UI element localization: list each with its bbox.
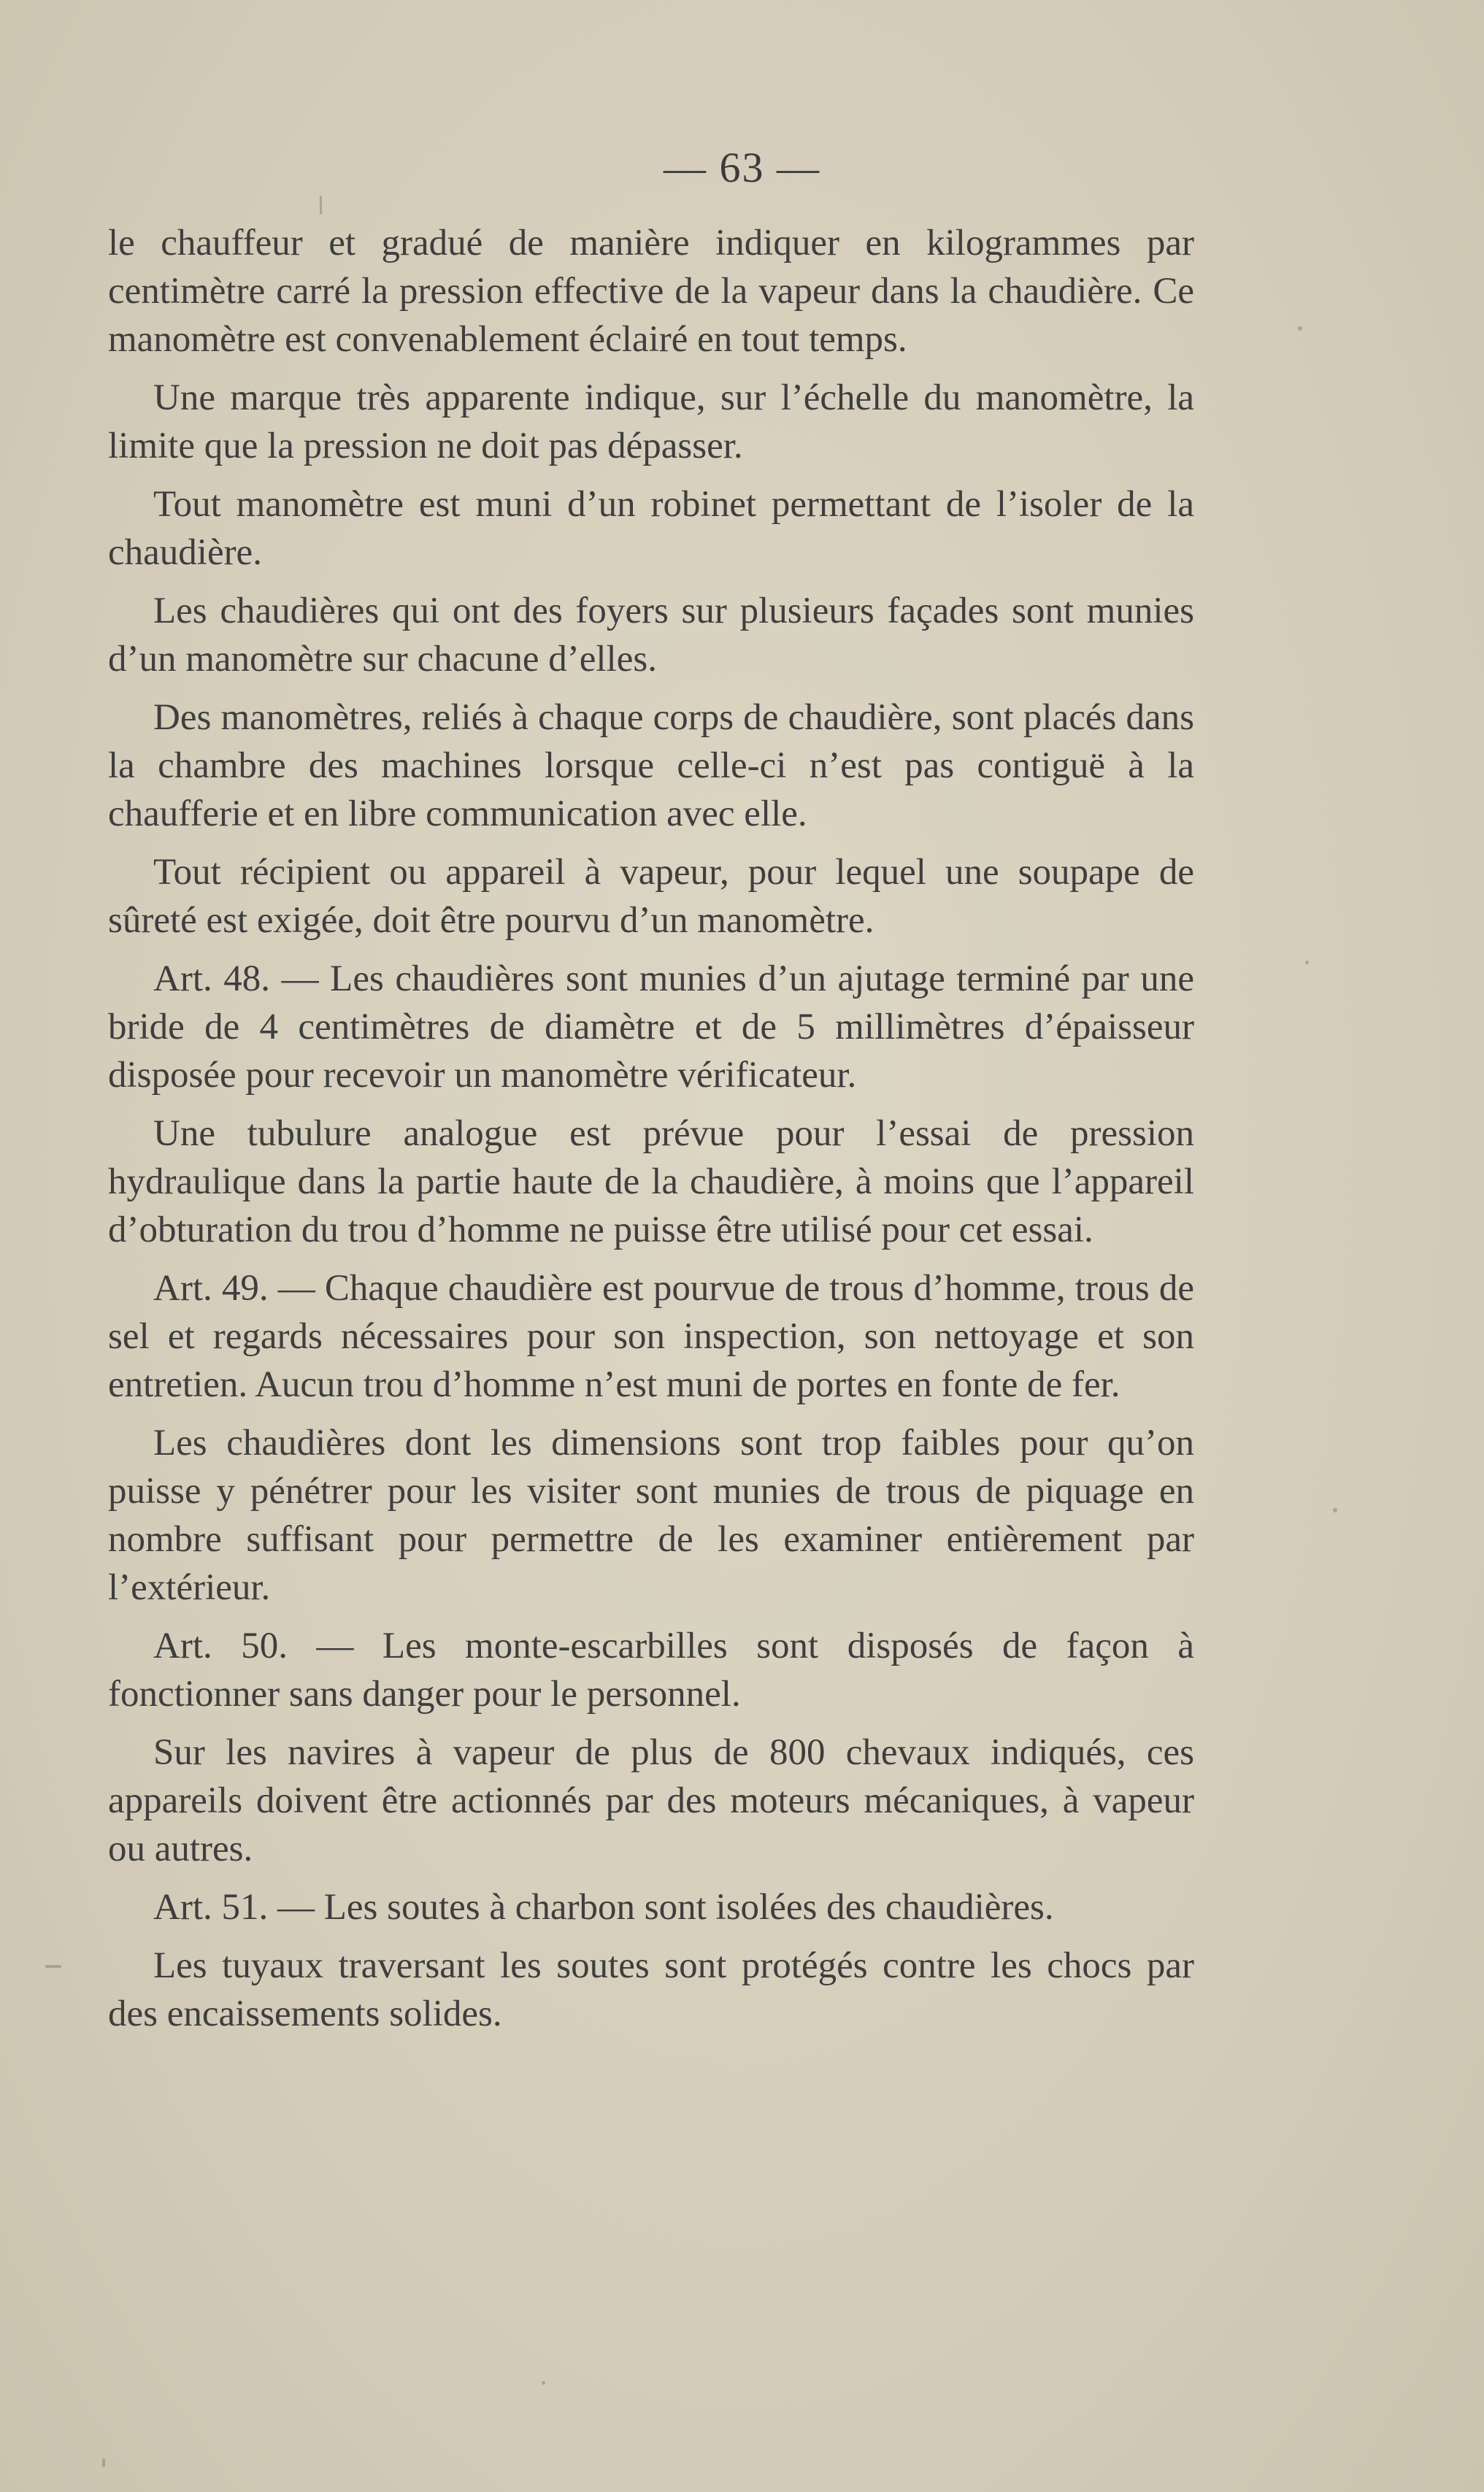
article-48-paragraph: Art. 48. — Les chaudières sont munies d’un ajutage terminé par une bride de 4 centimètres de diamètre et de 5 millimètres d’épaisseur disposée pour recevoir un manomètre vérificateur. bbox=[108, 958, 1194, 1096]
paragraph: Tout récipient ou appareil à vapeur, pour lequel une soupape de sûreté est exigée, doit être pourvu d’un manomètre. bbox=[108, 852, 1194, 941]
paper-speck bbox=[1305, 961, 1309, 964]
paragraph: Tout manomètre est muni d’un robinet permettant de l’isoler de la chaudière. bbox=[108, 484, 1194, 573]
article-51-paragraph: Art. 51. — Les soutes à charbon sont isolées des chaudières. bbox=[153, 1887, 1054, 1928]
paragraph: Sur les navires à vapeur de plus de 800 chevaux indiqués, ces appareils doivent être actionnés par des moteurs mécaniques, à vapeur ou autres. bbox=[108, 1732, 1194, 1869]
paragraph: Les chaudières qui ont des foyers sur plusieurs façades sont munies d’un manomètre sur chacune d’elles. bbox=[108, 591, 1194, 680]
paper-speck bbox=[542, 2381, 545, 2385]
paragraph: Une tubulure analogue est prévue pour l’essai de pression hydraulique dans la partie haute de la chaudière, à moins que l’appareil d’obturation du trou d’homme ne puisse être utilisé pour cet essai. bbox=[108, 1113, 1194, 1250]
paragraph: le chauffeur et gradué de manière indiquer en kilogrammes par centimètre carré la pression effective de la vapeur dans la chaudière. Ce manomètre est convenablement éclairé en tout temps. bbox=[108, 223, 1194, 360]
paper-speck bbox=[1333, 1508, 1337, 1512]
paper-speck bbox=[102, 2458, 105, 2467]
paragraph: Les tuyaux traversant les soutes sont protégés contre les chocs par des encaissements solides. bbox=[108, 1945, 1194, 2034]
paper-speck bbox=[45, 1965, 61, 1968]
paper-speck bbox=[1298, 326, 1302, 331]
paragraph: Des manomètres, reliés à chaque corps de chaudière, sont placés dans la chambre des machines lorsque celle-ci n’est pas contiguë à la chaufferie et en libre communication avec elle. bbox=[108, 697, 1194, 834]
paragraph: Une marque très apparente indique, sur l’échelle du manomètre, la limite que la pression ne doit pas dépasser. bbox=[108, 377, 1194, 466]
paragraph: Les chaudières dont les dimensions sont trop faibles pour qu’on puisse y pénétrer pour les visiter sont munies de trous de piquage en nombre suffisant pour permettre de les examiner entièrement par l’extérieur. bbox=[108, 1423, 1194, 1608]
article-50-paragraph: Art. 50. — Les monte-escarbilles sont disposés de façon à fonctionner sans danger pour le personnel. bbox=[108, 1626, 1194, 1715]
page-number: — 63 — bbox=[664, 144, 820, 191]
body-text bbox=[108, 219, 1194, 2048]
article-49-paragraph: Art. 49. — Chaque chaudière est pourvue de trous d’homme, trous de sel et regards nécessaires pour son inspection, son nettoyage et son entretien. Aucun trou d’homme n’est muni de portes en fonte de fer. bbox=[108, 1268, 1194, 1405]
paper-speck bbox=[320, 196, 322, 215]
